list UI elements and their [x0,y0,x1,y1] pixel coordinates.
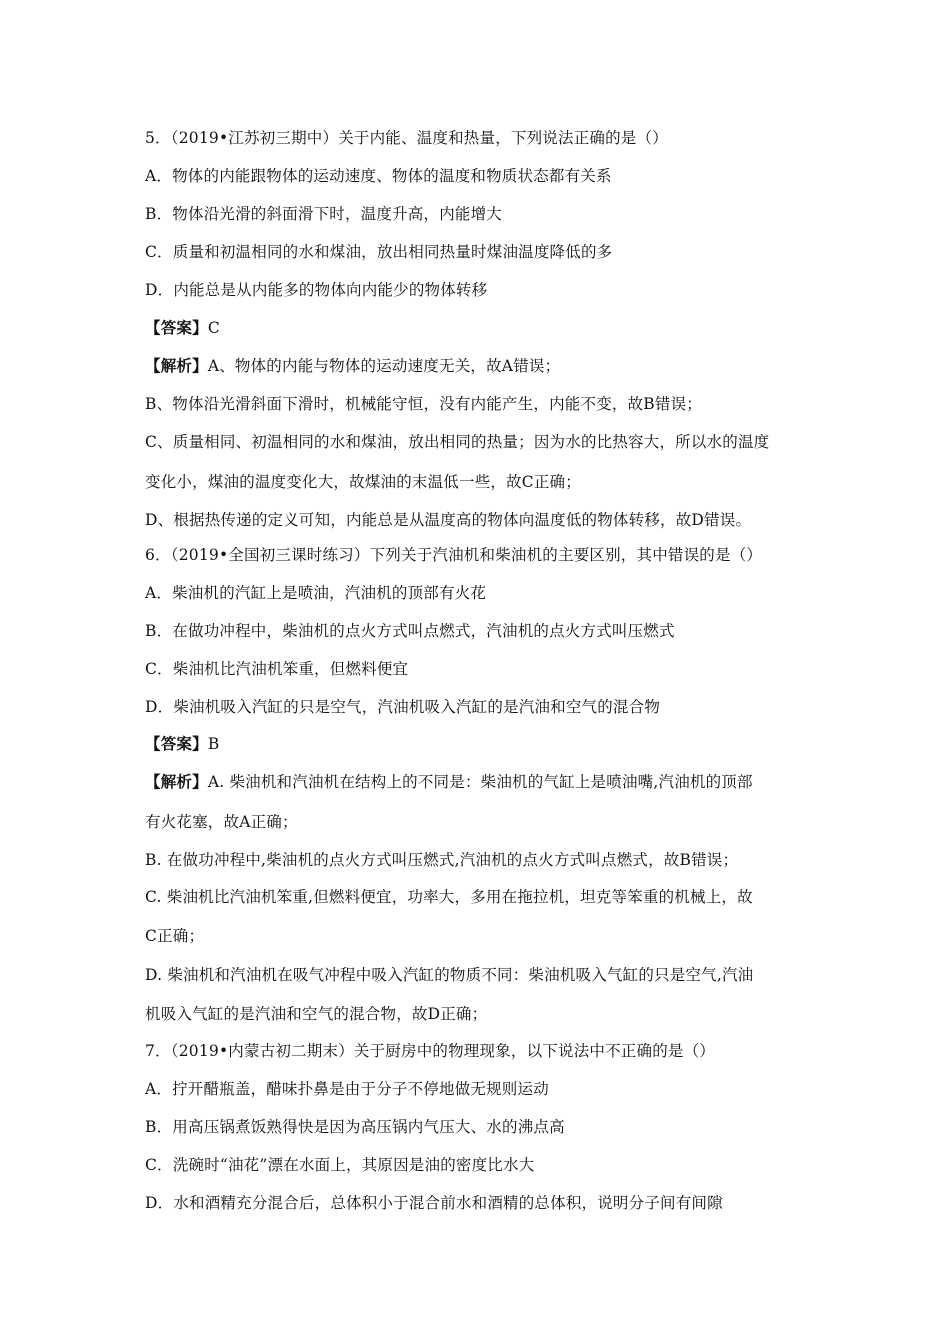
question-7-option-b: B．用高压锅煮饭熟得快是因为高压锅内气压大、水的沸点高 [145,1118,565,1136]
question-6-analysis-line-6: D. 柴油机和汽油机在吸气冲程中吸入汽缸的物质不同：柴油机吸入气缸的只是空气,汽油 [145,966,754,984]
question-7-option-d: D．水和酒精充分混合后，总体积小于混合前水和酒精的总体积，说明分子间有间隙 [145,1194,723,1212]
question-7-stem: 7．（2019•内蒙古初二期末）关于厨房中的物理现象，以下说法中不正确的是（） [145,1042,716,1060]
question-5-analysis-line-1 [145,356,560,376]
answer-value: C [207,319,220,337]
analysis-label: 【解析】 [145,772,208,791]
question-6-analysis-line-1 [145,772,753,792]
question-5-stem: 5．（2019•江苏初三期中）关于内能、温度和热量，下列说法正确的是（） [145,129,668,147]
question-6-analysis-line-2: 有火花塞，故A正确； [145,813,298,831]
question-6-analysis-line-3: B. 在做功冲程中,柴油机的点火方式叫压燃式,汽油机的点火方式叫点燃式，故B错误； [145,851,739,869]
question-5-answer [145,318,220,338]
question-5-analysis-line-4: 变化小，煤油的温度变化大，故煤油的末温低一些，故C正确； [145,473,581,491]
question-6-analysis-line-4: C. 柴油机比汽油机笨重,但燃料便宜，功率大，多用在拖拉机，坦克等笨重的机械上，故 [145,888,753,906]
question-5-analysis-line-2: B、物体沿光滑斜面下滑时，机械能守恒，没有内能产生，内能不变，故B错误； [145,395,702,413]
question-6-stem: 6．（2019•全国初三课时练习）下列关于汽油机和柴油机的主要区别，其中错误的是（） [145,546,763,564]
question-6-analysis-line-5: C正确； [145,927,205,945]
question-7-option-c: C．洗碗时“油花”漂在水面上，其原因是油的密度比水大 [145,1156,535,1174]
question-6-option-c: C．柴油机比汽油机笨重，但燃料便宜 [145,660,409,678]
analysis-label: 【解析】 [145,356,208,375]
question-5-option-a: A．物体的内能跟物体的运动速度、物体的温度和物质状态都有关系 [145,167,612,185]
question-5-analysis-line-3: C、质量相同、初温相同的水和煤油，放出相同的热量；因为水的比热容大，所以水的温度 [145,433,770,451]
question-6-option-b: B．在做功冲程中，柴油机的点火方式叫点燃式，汽油机的点火方式叫压燃式 [145,622,675,640]
analysis-text: A、物体的内能与物体的运动速度无关，故A错误； [207,357,561,375]
answer-value: B [207,735,220,753]
question-6-option-a: A．柴油机的汽缸上是喷油，汽油机的顶部有火花 [145,584,487,602]
question-5-option-b: B．物体沿光滑的斜面滑下时，温度升高，内能增大 [145,205,502,223]
answer-label: 【答案】 [145,318,208,337]
question-6-answer [145,734,219,754]
question-5-option-c: C．质量和初温相同的水和煤油，放出相同热量时煤油温度降低的多 [145,243,613,261]
question-5-option-d: D．内能总是从内能多的物体向内能少的物体转移 [145,281,488,299]
question-6-analysis-line-7: 机吸入气缸的是汽油和空气的混合物，故D正确； [145,1005,488,1023]
question-7-option-a: A．拧开醋瓶盖，醋味扑鼻是由于分子不停地做无规则运动 [145,1080,549,1098]
question-6-option-d: D．柴油机吸入汽缸的只是空气，汽油机吸入汽缸的是汽油和空气的混合物 [145,698,661,716]
question-5-analysis-line-5: D、根据热传递的定义可知，内能总是从温度高的物体向温度低的物体转移，故D错误。 [145,511,752,529]
answer-label: 【答案】 [145,734,208,753]
analysis-text: A. 柴油机和汽油机在结构上的不同是：柴油机的气缸上是喷油嘴,汽油机的顶部 [207,773,753,791]
